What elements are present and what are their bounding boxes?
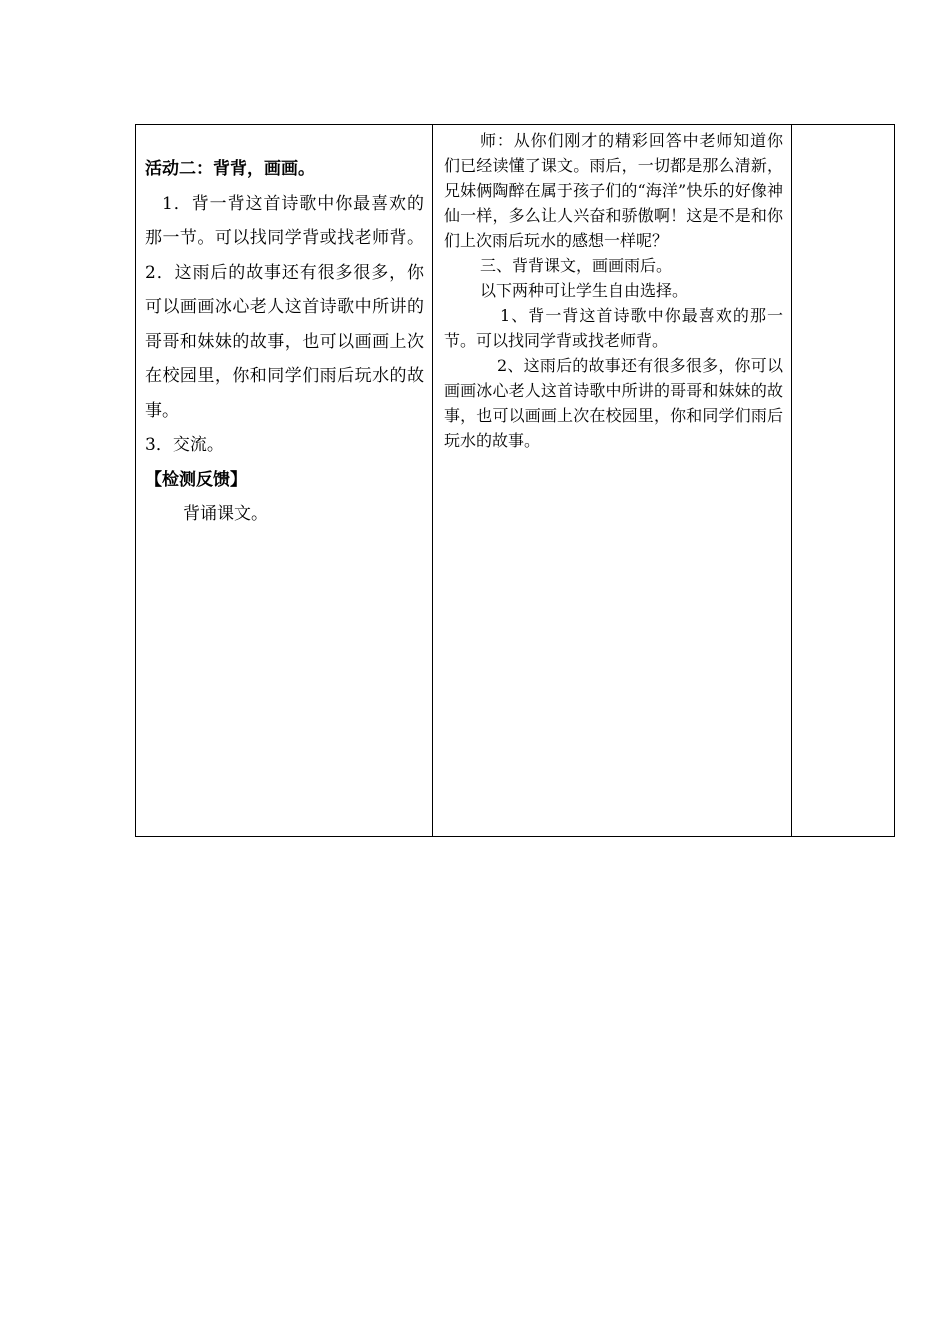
notes-cell — [792, 125, 895, 837]
feedback-heading: 【检测反馈】 — [145, 469, 247, 490]
teacher-paragraph: 师：从你们刚才的精彩回答中老师知道你们已经读懂了课文。雨后，一切都是那么清新，兄妹俩陶醉在属于孩子们的“海洋”快乐的好像神仙一样，多么让人兴奋和骄傲啊！这是不是和你们上次雨后玩水的感想一样呢？ — [444, 131, 783, 250]
teaching-cell — [433, 125, 792, 837]
activity-item-3: 3．交流。 — [145, 435, 224, 455]
activity-cell — [136, 125, 433, 837]
choice-option-2: 2、这雨后的故事还有很多很多，你可以画画冰心老人这首诗歌中所讲的哥哥和妹妹的故事，也可以画画上次在校园里，你和同学们雨后玩水的故事。 — [444, 356, 783, 450]
table-row — [136, 125, 895, 837]
teaching-content — [433, 125, 791, 453]
lesson-plan-table — [135, 124, 895, 837]
step-three-title: 三、背背课文，画画雨后。 — [480, 256, 673, 275]
feedback-text: 背诵课文。 — [183, 504, 268, 524]
activity-content — [136, 125, 432, 532]
choice-option-1: 1、背一背这首诗歌中你最喜欢的那一节。可以找同学背或找老师背。 — [444, 306, 783, 350]
activity-item-1: 1．背一背这首诗歌中你最喜欢的那一节。可以找同学背或找老师背。2．这雨后的故事还有很多很多，你可以画画冰心老人这首诗歌中所讲的哥哥和妹妹的故事，也可以画画上次在校园里，你和同学们雨后玩水的故事。 — [145, 193, 424, 421]
activity-heading: 活动二：背背，画画。 — [145, 159, 315, 179]
choice-intro: 以下两种可让学生自由选择。 — [480, 281, 689, 300]
